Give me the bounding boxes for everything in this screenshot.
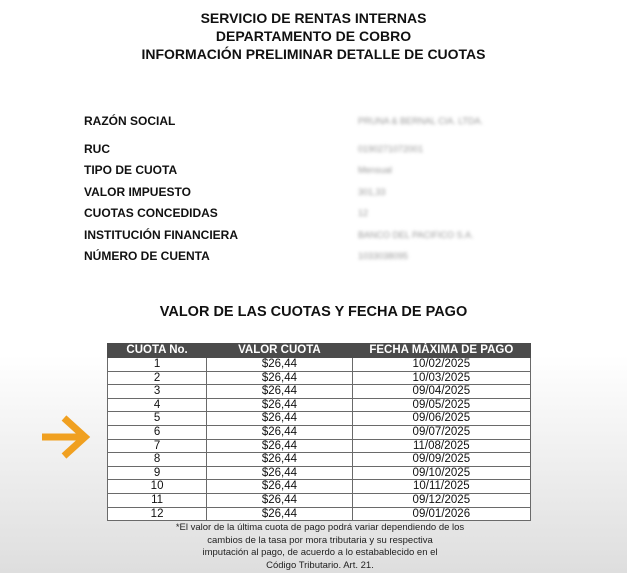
table-row: [108, 453, 531, 467]
section-title: VALOR DE LAS CUOTAS Y FECHA DE PAGO: [159, 304, 468, 320]
table-row: [108, 493, 531, 507]
cell-valor-cuota: $26,44: [207, 480, 353, 494]
cell-fecha-maxima: 09/01/2026: [352, 507, 530, 521]
table-row: [108, 466, 531, 480]
header-line-2: DEPARTAMENTO DE COBRO: [215, 28, 412, 44]
table-row: [108, 398, 531, 412]
info-value-cuotas-concedidas: 12: [358, 208, 369, 218]
table-header-row: [108, 344, 531, 358]
cell-cuota-no: 8: [108, 453, 207, 467]
header-valor-cuota: VALOR CUOTA: [207, 344, 353, 358]
cell-fecha-maxima: 10/11/2025: [352, 480, 530, 494]
table-row: [108, 371, 531, 385]
info-label-tipo-cuota: TIPO DE CUOTA: [84, 163, 178, 177]
header-line-3: INFORMACIÓN PRELIMINAR DETALLE DE CUOTAS: [141, 46, 486, 62]
info-label-razon-social: RAZÓN SOCIAL: [84, 114, 176, 128]
footnote-line: *El valor de la última cuota de pago podrá variar dependiendo de los: [175, 522, 465, 533]
cell-fecha-maxima: 10/03/2025: [352, 371, 530, 385]
footnote-line: cambios de la tasa por mora tributaria y su respectiva: [207, 534, 433, 546]
cell-valor-cuota: $26,44: [207, 493, 353, 507]
cell-valor-cuota: $26,44: [207, 453, 353, 467]
info-label-institucion: INSTITUCIÓN FINANCIERA: [84, 228, 238, 242]
info-value-ruc: 0190271072001: [358, 144, 424, 154]
table-row: [108, 439, 531, 453]
cell-valor-cuota: $26,44: [207, 358, 353, 372]
footnote: [140, 522, 500, 572]
cell-cuota-no: 5: [108, 412, 207, 426]
cell-cuota-no: 2: [108, 371, 207, 385]
table-row: [108, 480, 531, 494]
info-value-numero-cuenta: 1033038095: [358, 251, 409, 261]
table-row: [108, 385, 531, 399]
cell-cuota-no: 10: [108, 480, 207, 494]
cell-fecha-maxima: 09/04/2025: [352, 385, 530, 399]
footnote-line: imputación al pago, de acuerdo a lo estabablecido en el: [202, 547, 438, 558]
info-value-razon-social: PRUNA & BERNAL CIA. LTDA.: [358, 116, 484, 126]
header-cuota-no: CUOTA No.: [108, 344, 207, 358]
cell-valor-cuota: $26,44: [207, 466, 353, 480]
cell-fecha-maxima: 10/02/2025: [352, 358, 530, 372]
info-label-valor-impuesto: VALOR IMPUESTO: [84, 185, 191, 199]
cell-valor-cuota: $26,44: [207, 439, 353, 453]
info-label-numero-cuenta: NÚMERO DE CUENTA: [84, 249, 210, 263]
cell-fecha-maxima: 11/08/2025: [352, 439, 530, 453]
cell-cuota-no: 6: [108, 425, 207, 439]
cell-cuota-no: 4: [108, 398, 207, 412]
table-row: [108, 425, 531, 439]
cell-cuota-no: 11: [108, 493, 207, 507]
info-label-cuotas-concedidas: CUOTAS CONCEDIDAS: [84, 206, 218, 220]
info-value-institucion: BANCO DEL PACIFICO S.A.: [358, 230, 474, 240]
cell-fecha-maxima: 09/06/2025: [352, 412, 530, 426]
cell-valor-cuota: $26,44: [207, 425, 353, 439]
cell-cuota-no: 12: [108, 507, 207, 521]
cell-cuota-no: 3: [108, 385, 207, 399]
footnote-line: Código Tributario. Art. 21.: [266, 559, 374, 571]
cell-valor-cuota: $26,44: [207, 371, 353, 385]
table-row: [108, 507, 531, 521]
cell-fecha-maxima: 09/10/2025: [352, 466, 530, 480]
cell-valor-cuota: $26,44: [207, 398, 353, 412]
cell-fecha-maxima: 09/05/2025: [352, 398, 530, 412]
info-label-ruc: RUC: [84, 142, 110, 156]
table-row: [108, 412, 531, 426]
arrow-right-icon: [40, 413, 92, 461]
header-fecha-maxima: FECHA MÁXIMA DE PAGO: [352, 344, 530, 358]
cell-cuota-no: 7: [108, 439, 207, 453]
table-row: [108, 358, 531, 372]
info-value-tipo-cuota: Mensual: [358, 165, 393, 175]
cell-fecha-maxima: 09/07/2025: [352, 425, 530, 439]
header-line-1: SERVICIO DE RENTAS INTERNAS: [200, 10, 427, 26]
cuotas-table: [107, 343, 531, 521]
cell-cuota-no: 1: [108, 358, 207, 372]
cell-fecha-maxima: 09/12/2025: [352, 493, 530, 507]
cell-valor-cuota: $26,44: [207, 507, 353, 521]
cell-valor-cuota: $26,44: [207, 385, 353, 399]
cell-cuota-no: 9: [108, 466, 207, 480]
info-value-valor-impuesto: 301,33: [358, 187, 386, 197]
cell-valor-cuota: $26,44: [207, 412, 353, 426]
cell-fecha-maxima: 09/09/2025: [352, 453, 530, 467]
